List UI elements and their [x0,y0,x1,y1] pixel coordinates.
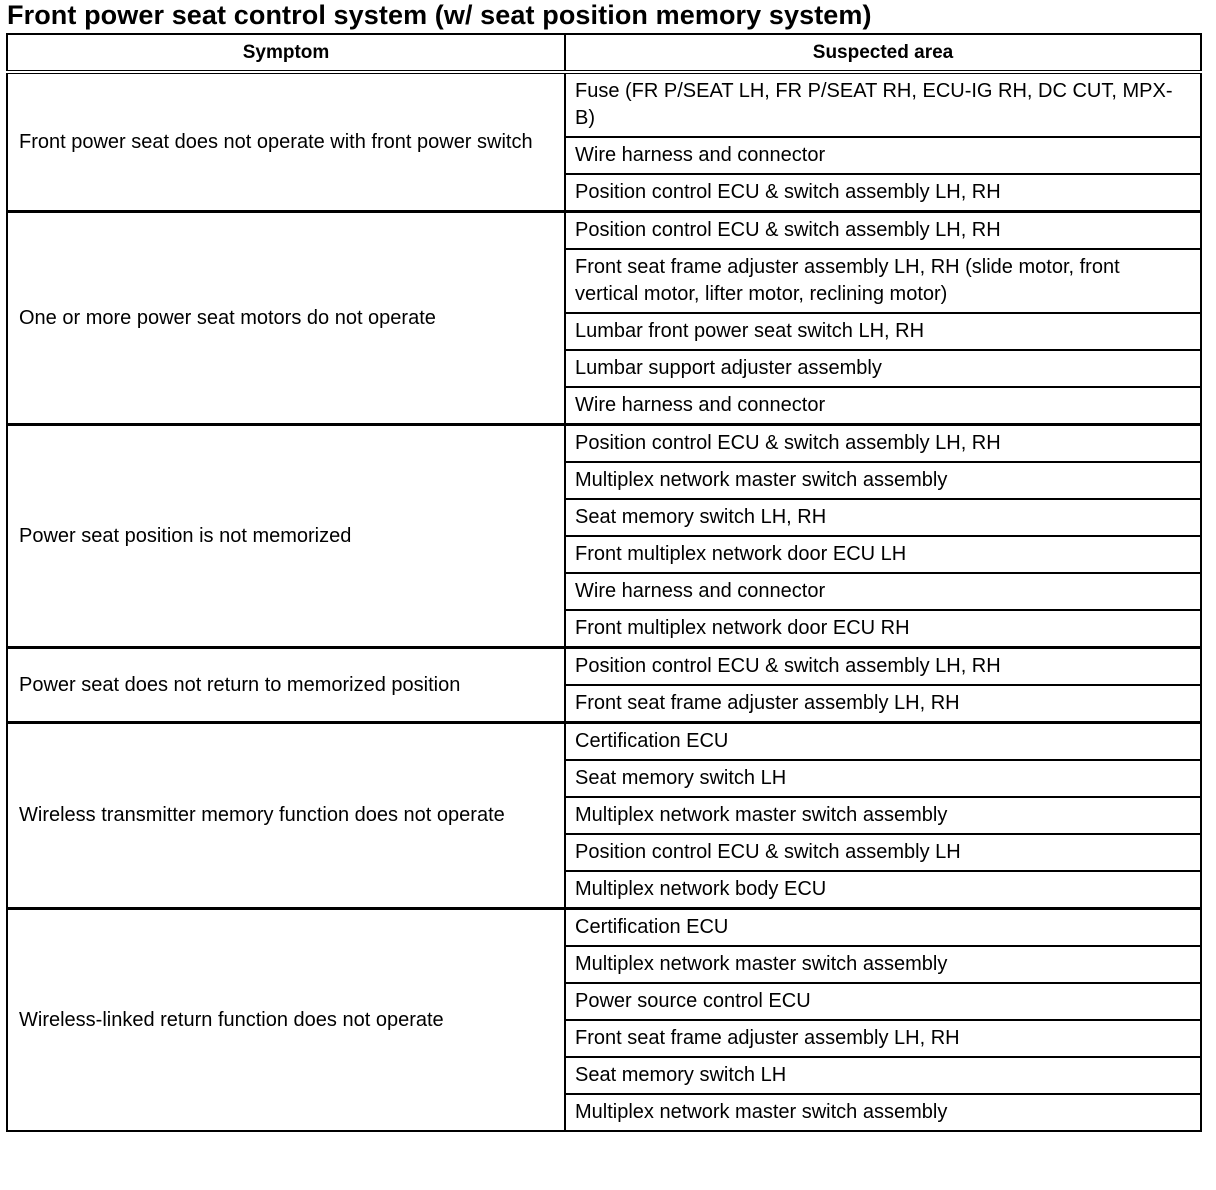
suspected-area-cell: Multiplex network master switch assembly [565,462,1201,499]
table-row [7,723,1201,761]
suspected-area-cell: Multiplex network master switch assembly [565,797,1201,834]
suspected-area-cell: Multiplex network master switch assembly [565,946,1201,983]
symptom-cell: One or more power seat motors do not operate [7,212,565,425]
suspected-area-cell: Front seat frame adjuster assembly LH, RH [565,1020,1201,1057]
suspected-area-cell: Wire harness and connector [565,387,1201,425]
suspected-area-cell: Position control ECU & switch assembly LH [565,834,1201,871]
table-header-row [7,34,1201,72]
table-row [7,909,1201,947]
suspected-area-cell: Position control ECU & switch assembly LH, RH [565,425,1201,463]
symptom-cell: Wireless-linked return function does not operate [7,909,565,1132]
table-body [7,72,1201,1131]
table-row [7,648,1201,686]
suspected-area-cell: Certification ECU [565,723,1201,761]
suspected-area-cell: Power source control ECU [565,983,1201,1020]
suspected-area-cell: Front seat frame adjuster assembly LH, RH (slide motor, front vertical motor, lifter motor, reclining motor) [565,249,1201,313]
suspected-area-cell: Lumbar front power seat switch LH, RH [565,313,1201,350]
suspected-area-cell: Seat memory switch LH, RH [565,499,1201,536]
page-title: Front power seat control system (w/ seat position memory system) [7,0,872,30]
suspected-area-cell: Fuse (FR P/SEAT LH, FR P/SEAT RH, ECU-IG RH, DC CUT, MPX-B) [565,72,1201,137]
table-row [7,425,1201,463]
suspected-area-cell: Multiplex network body ECU [565,871,1201,909]
suspected-area-cell: Front multiplex network door ECU LH [565,536,1201,573]
suspected-area-cell: Seat memory switch LH [565,760,1201,797]
suspected-area-cell: Certification ECU [565,909,1201,947]
suspected-area-cell: Front seat frame adjuster assembly LH, RH [565,685,1201,723]
problem-symptoms-table [6,33,1202,1132]
symptom-column-header: Symptom [7,34,565,72]
suspected-area-cell: Wire harness and connector [565,573,1201,610]
symptom-cell: Power seat does not return to memorized position [7,648,565,723]
suspected-area-cell: Wire harness and connector [565,137,1201,174]
symptom-cell: Front power seat does not operate with front power switch [7,72,565,212]
suspected-area-cell: Front multiplex network door ECU RH [565,610,1201,648]
suspected-area-cell: Position control ECU & switch assembly LH, RH [565,648,1201,686]
suspected-area-cell: Lumbar support adjuster assembly [565,350,1201,387]
suspected-area-cell: Position control ECU & switch assembly LH, RH [565,174,1201,212]
table-row [7,212,1201,250]
symptom-cell: Wireless transmitter memory function does not operate [7,723,565,909]
suspected-area-column-header: Suspected area [565,34,1201,72]
symptom-cell: Power seat position is not memorized [7,425,565,648]
suspected-area-cell: Multiplex network master switch assembly [565,1094,1201,1131]
table-row [7,72,1201,137]
suspected-area-cell: Position control ECU & switch assembly LH, RH [565,212,1201,250]
suspected-area-cell: Seat memory switch LH [565,1057,1201,1094]
